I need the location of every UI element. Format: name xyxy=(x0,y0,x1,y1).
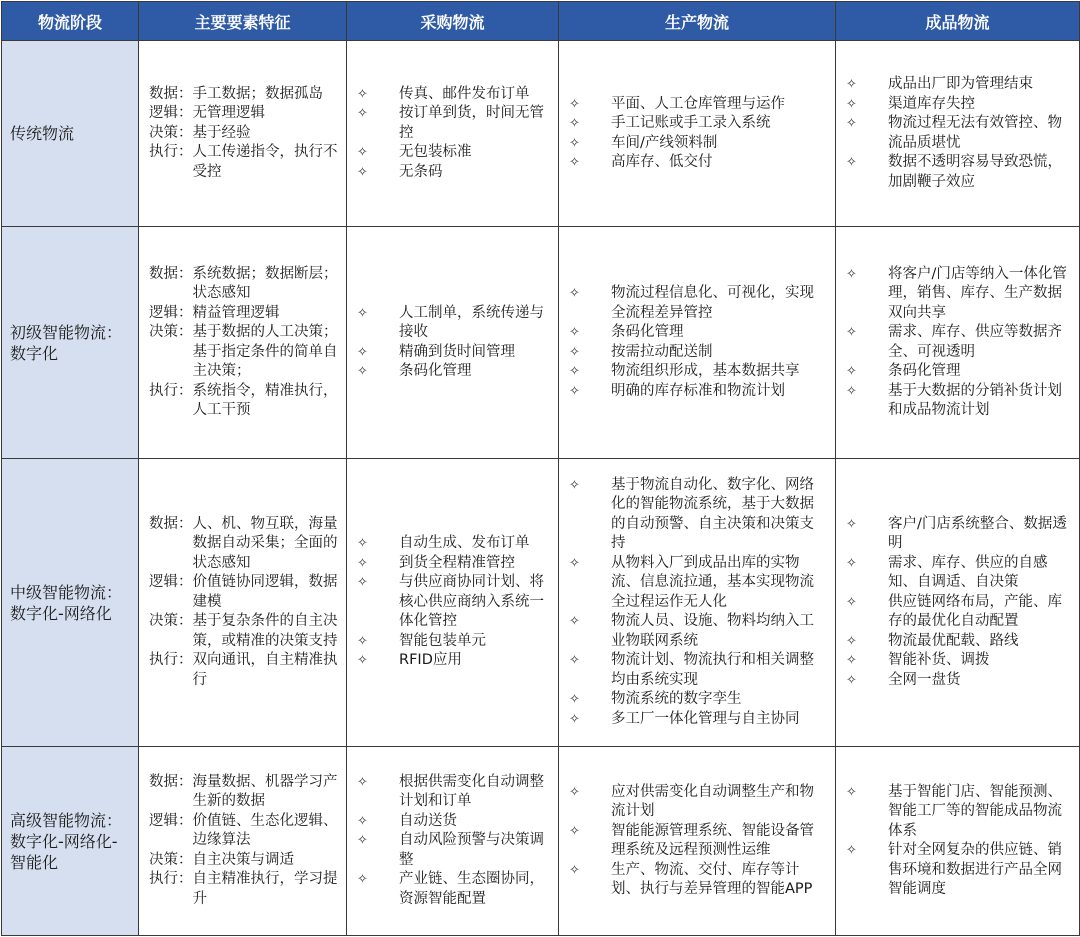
production-item xyxy=(569,114,827,134)
feature-value: 基于经验 xyxy=(192,124,251,141)
stage-name-line: 初级智能物流： xyxy=(10,322,123,342)
feature-value: 人、机、物互联，海量数据自动采集；全面的状态感知 xyxy=(192,515,338,571)
finished-item xyxy=(846,114,1071,153)
feature-key: 数据： xyxy=(149,85,193,102)
feature-value: 手工数据；数据孤岛 xyxy=(192,85,323,102)
bullet-icon: ✧ xyxy=(357,653,368,669)
feature-row xyxy=(149,515,340,574)
bullet-icon: ✧ xyxy=(569,862,580,878)
bullet-icon: ✧ xyxy=(846,843,857,858)
finished-item xyxy=(846,554,1071,593)
procurement-cell xyxy=(347,747,559,936)
stage-name-line: 高级智能物流： xyxy=(10,810,123,830)
procurement-item xyxy=(357,163,550,183)
header-procurement: 采购物流 xyxy=(347,2,559,41)
production-item-text: 明确的库存标准和物流计划 xyxy=(611,382,785,399)
feature-key: 数据： xyxy=(149,773,193,790)
procurement-cell xyxy=(347,227,559,459)
stage-name-line: 数字化 xyxy=(10,343,59,363)
bullet-icon: ✧ xyxy=(569,325,580,340)
finished-item-text: 供应链网络布局，产能、库存的最优化自动配置 xyxy=(888,593,1062,630)
production-item-text: 物流人员、设施、物料均纳入工业物联网系统 xyxy=(611,613,814,649)
production-item-text: 高库存、低交付 xyxy=(611,154,713,170)
finished-cell xyxy=(836,747,1080,936)
bullet-icon: ✧ xyxy=(569,286,580,301)
finished-item-text: 智能补货、调拨 xyxy=(888,652,990,669)
production-item xyxy=(569,822,827,861)
production-item xyxy=(569,783,827,822)
feature-key: 数据： xyxy=(149,515,193,532)
feature-value: 基于数据的人工决策；基于指定条件的简单自主决策； xyxy=(192,324,338,379)
feature-row xyxy=(149,304,340,324)
finished-list xyxy=(836,515,1079,691)
production-item-text: 物流组织形成，基本数据共享 xyxy=(611,363,800,379)
finished-item xyxy=(846,362,1071,382)
feature-key: 执行： xyxy=(149,652,193,669)
procurement-item xyxy=(357,534,550,554)
production-item-text: 应对供需变化自动调整生产和物流计划 xyxy=(611,783,814,819)
header-stage: 物流阶段 xyxy=(2,2,139,41)
features-cell xyxy=(139,459,347,747)
stage-name-line: 传统物流 xyxy=(10,124,75,143)
feature-value: 精益管理逻辑 xyxy=(192,304,280,321)
stage-name-cell xyxy=(2,747,139,936)
production-item-text: 从物料入厂到成品出库的实物流、信息流拉通，基本实现物流全过程运作无人化 xyxy=(611,554,814,610)
procurement-item-text: 人工制单，系统传递与接收 xyxy=(399,304,544,340)
finished-item xyxy=(846,783,1071,842)
feature-value: 海量数据、机器学习产生新的数据 xyxy=(192,773,338,810)
production-list xyxy=(559,476,835,730)
feature-value: 系统指令，精准执行，人工干预 xyxy=(192,382,338,418)
feature-value: 双向通讯，自主精准执行 xyxy=(192,652,338,688)
feature-row xyxy=(149,851,340,871)
procurement-list xyxy=(347,534,558,671)
procurement-item xyxy=(357,773,550,812)
logistics-stage-table xyxy=(1,1,1080,936)
procurement-item-text: 传真、邮件发布订单 xyxy=(399,85,530,102)
bullet-icon: ✧ xyxy=(846,784,857,800)
feature-key: 执行： xyxy=(149,144,193,161)
feature-row xyxy=(149,382,340,421)
bullet-icon: ✧ xyxy=(357,833,368,849)
header-row xyxy=(2,2,1080,41)
feature-row xyxy=(149,870,340,909)
finished-item xyxy=(846,323,1071,362)
bullet-icon: ✧ xyxy=(569,155,580,170)
feature-key: 逻辑： xyxy=(149,574,193,591)
finished-list xyxy=(836,783,1079,900)
procurement-cell xyxy=(347,459,559,747)
procurement-item-text: 与供应商协同计划、将核心供应商纳入系统一体化管控 xyxy=(399,574,544,630)
finished-item-text: 需求、库存、供应等数据齐全、可视透明 xyxy=(888,324,1062,360)
bullet-icon: ✧ xyxy=(846,653,857,669)
feature-key: 决策： xyxy=(149,613,193,630)
bullet-icon: ✧ xyxy=(569,692,580,708)
production-cell xyxy=(559,41,836,227)
procurement-item xyxy=(357,304,550,343)
bullet-icon: ✧ xyxy=(569,344,580,360)
production-item xyxy=(569,323,827,343)
finished-item xyxy=(846,95,1071,115)
stage-row xyxy=(2,227,1080,459)
production-item-text: 物流过程信息化、可视化，实现全流程差异管控 xyxy=(611,285,814,321)
procurement-list xyxy=(347,304,558,382)
finished-item xyxy=(846,153,1071,192)
feature-value: 基于复杂条件的自主决策，或精准的决策支持 xyxy=(192,613,338,649)
production-cell xyxy=(559,459,836,747)
bullet-icon: ✧ xyxy=(357,813,368,829)
feature-row xyxy=(149,773,340,812)
feature-value: 价值链协同逻辑，数据建模 xyxy=(192,574,338,610)
procurement-item xyxy=(357,651,550,671)
production-item xyxy=(569,651,827,690)
stage-name-cell xyxy=(2,41,139,227)
procurement-item-text: 自动送货 xyxy=(399,812,457,829)
bullet-icon: ✧ xyxy=(357,145,368,161)
procurement-item-text: 自动生成、发布订单 xyxy=(399,535,530,552)
feature-value: 无管理逻辑 xyxy=(192,105,265,122)
procurement-item xyxy=(357,554,550,574)
feature-row xyxy=(149,124,340,144)
procurement-item-text: 根据供需变化自动调整计划和订单 xyxy=(399,773,544,810)
finished-item-text: 数据不透明容易导致恐慌，加剧鞭子效应 xyxy=(888,154,1062,190)
procurement-item-text: 智能包装单元 xyxy=(399,632,486,649)
finished-item-text: 渠道库存失控 xyxy=(888,95,975,112)
procurement-item xyxy=(357,143,550,163)
finished-item-text: 客户/门店系统整合、数据透明 xyxy=(888,515,1067,552)
bullet-icon: ✧ xyxy=(846,672,857,688)
production-item-text: 智能能源管理系统、智能设备管理系统及远程预测性运维 xyxy=(611,822,814,858)
bullet-icon: ✧ xyxy=(846,116,857,131)
feature-value: 价值链、生态化逻辑、边缘算法 xyxy=(192,812,338,849)
production-item xyxy=(569,690,827,710)
procurement-item xyxy=(357,573,550,632)
finished-list xyxy=(836,75,1079,192)
stage-name-cell xyxy=(2,459,139,747)
finished-cell xyxy=(836,459,1080,747)
features-cell xyxy=(139,747,347,936)
procurement-list xyxy=(347,773,558,910)
finished-item xyxy=(846,632,1071,652)
production-item xyxy=(569,476,827,554)
features-cell xyxy=(139,41,347,227)
production-item-text: 手工记账或手工录入系统 xyxy=(611,115,771,131)
finished-item xyxy=(846,515,1071,554)
finished-item-text: 条码化管理 xyxy=(888,363,961,379)
bullet-icon: ✧ xyxy=(357,305,368,321)
finished-item-text: 将客户/门店等纳入一体化管理，销售、库存、生产数据双向共享 xyxy=(888,265,1067,321)
finished-item-text: 物流最优配载、路线 xyxy=(888,632,1019,649)
procurement-item-text: 无条码 xyxy=(399,163,443,180)
feature-key: 决策： xyxy=(149,124,193,141)
procurement-item xyxy=(357,632,550,652)
production-cell xyxy=(559,227,836,459)
procurement-item xyxy=(357,831,550,870)
production-item-text: 物流计划、物流执行和相关调整均由系统实现 xyxy=(611,652,814,688)
production-item xyxy=(569,710,827,730)
production-item xyxy=(569,612,827,651)
procurement-item-text: RFID应用 xyxy=(399,652,462,669)
bullet-icon: ✧ xyxy=(357,86,368,102)
feature-key: 逻辑： xyxy=(149,105,193,122)
finished-list xyxy=(836,265,1079,421)
procurement-item-text: 产业链、生态圈协同，资源智能配置 xyxy=(399,871,544,907)
stage-name-line: 数字化-网络化- xyxy=(10,831,118,851)
procurement-item xyxy=(357,812,550,832)
feature-key: 执行： xyxy=(149,871,193,888)
feature-row xyxy=(149,651,340,690)
features-list xyxy=(139,515,346,691)
finished-item xyxy=(846,75,1071,95)
production-item-text: 条码化管理 xyxy=(611,324,684,340)
bullet-icon: ✧ xyxy=(357,344,368,360)
header-production: 生产物流 xyxy=(559,2,836,41)
bullet-icon: ✧ xyxy=(357,633,368,649)
bullet-icon: ✧ xyxy=(357,872,368,888)
procurement-list xyxy=(347,85,558,183)
feature-key: 执行： xyxy=(149,382,193,399)
stage-row xyxy=(2,459,1080,747)
production-item xyxy=(569,861,827,900)
features-cell xyxy=(139,227,347,459)
feature-row xyxy=(149,612,340,651)
finished-item-text: 基于大数据的分销补货计划和成品物流计划 xyxy=(888,382,1062,418)
procurement-item xyxy=(357,343,550,363)
production-item-text: 车间/产线领料制 xyxy=(611,134,718,151)
feature-value: 自主精准执行，学习提升 xyxy=(192,871,338,907)
production-list xyxy=(559,783,835,900)
bullet-icon: ✧ xyxy=(357,774,368,790)
production-cell xyxy=(559,747,836,936)
production-item-text: 基于物流自动化、数字化、网络化的智能物流系统，基于大数据的自动预警、自主决策和决策支持 xyxy=(611,476,814,552)
bullet-icon: ✧ xyxy=(569,711,580,727)
finished-item xyxy=(846,671,1071,691)
stage-row xyxy=(2,747,1080,936)
feature-row xyxy=(149,265,340,304)
bullet-icon: ✧ xyxy=(846,383,857,399)
procurement-item xyxy=(357,85,550,105)
stage-name-line: 中级智能物流： xyxy=(10,582,123,602)
bullet-icon: ✧ xyxy=(569,823,580,839)
bullet-icon: ✧ xyxy=(569,653,580,669)
bullet-icon: ✧ xyxy=(357,555,368,571)
feature-row xyxy=(149,143,340,182)
stage-name-line: 智能化 xyxy=(10,852,59,872)
procurement-item-text: 自动风险预警与决策调整 xyxy=(399,832,544,868)
production-item-text: 物流系统的数字孪生 xyxy=(611,691,742,708)
production-item xyxy=(569,284,827,323)
bullet-icon: ✧ xyxy=(569,477,580,493)
feature-row xyxy=(149,573,340,612)
finished-item-text: 需求、库存、供应的自感知、自调适、自决策 xyxy=(888,554,1048,591)
bullet-icon: ✧ xyxy=(846,364,857,379)
feature-key: 逻辑： xyxy=(149,304,193,321)
feature-key: 数据： xyxy=(149,265,193,282)
feature-key: 逻辑： xyxy=(149,812,193,829)
finished-item-text: 成品出厂即为管理结束 xyxy=(888,76,1033,92)
production-item-text: 多工厂一体化管理与自主协同 xyxy=(611,710,800,727)
bullet-icon: ✧ xyxy=(357,164,368,180)
bullet-icon: ✧ xyxy=(569,614,580,630)
production-item xyxy=(569,95,827,115)
feature-value: 系统数据；数据断层；状态感知 xyxy=(192,265,338,301)
header-features: 主要要素特征 xyxy=(139,2,347,41)
finished-item xyxy=(846,382,1071,421)
bullet-icon: ✧ xyxy=(846,266,857,282)
features-list xyxy=(139,265,346,421)
finished-item xyxy=(846,651,1071,671)
bullet-icon: ✧ xyxy=(846,77,857,92)
bullet-icon: ✧ xyxy=(569,135,580,151)
procurement-cell xyxy=(347,41,559,227)
bullet-icon: ✧ xyxy=(569,784,580,800)
stage-row xyxy=(2,41,1080,227)
bullet-icon: ✧ xyxy=(569,364,580,379)
feature-row xyxy=(149,323,340,382)
production-item xyxy=(569,134,827,154)
bullet-icon: ✧ xyxy=(357,575,368,591)
bullet-icon: ✧ xyxy=(846,555,857,571)
bullet-icon: ✧ xyxy=(569,96,580,112)
production-item xyxy=(569,343,827,363)
production-item xyxy=(569,382,827,402)
finished-item xyxy=(846,841,1071,900)
bullet-icon: ✧ xyxy=(357,364,368,379)
procurement-item-text: 精确到货时间管理 xyxy=(399,343,515,360)
production-list xyxy=(559,95,835,173)
stage-name-line: 数字化-网络化 xyxy=(10,603,112,623)
feature-value: 人工传递指令，执行不受控 xyxy=(192,144,338,180)
procurement-item-text: 按订单到货，时间无管控 xyxy=(399,105,544,141)
bullet-icon: ✧ xyxy=(846,96,857,112)
production-list xyxy=(559,284,835,401)
production-item xyxy=(569,153,827,173)
production-item xyxy=(569,362,827,382)
bullet-icon: ✧ xyxy=(846,325,857,340)
procurement-item-text: 条码化管理 xyxy=(399,363,472,379)
production-item-text: 生产、物流、交付、库存等计划、执行与差异管理的智能APP xyxy=(611,861,813,897)
bullet-icon: ✧ xyxy=(569,383,580,399)
bullet-icon: ✧ xyxy=(846,633,857,649)
header-finished: 成品物流 xyxy=(836,2,1080,41)
bullet-icon: ✧ xyxy=(357,536,368,552)
finished-item-text: 基于智能门店、智能预测、智能工厂等的智能成品物流体系 xyxy=(888,783,1062,839)
bullet-icon: ✧ xyxy=(846,155,857,170)
production-item-text: 平面、人工仓库管理与运作 xyxy=(611,95,785,112)
procurement-item-text: 无包装标准 xyxy=(399,144,472,161)
bullet-icon: ✧ xyxy=(569,555,580,571)
procurement-item xyxy=(357,362,550,382)
procurement-item xyxy=(357,104,550,143)
feature-row xyxy=(149,85,340,105)
production-item xyxy=(569,554,827,613)
procurement-item-text: 到货全程精准管控 xyxy=(399,554,515,571)
finished-item xyxy=(846,593,1071,632)
production-item-text: 按需拉动配送制 xyxy=(611,343,713,360)
procurement-item xyxy=(357,870,550,909)
finished-cell xyxy=(836,41,1080,227)
features-list xyxy=(139,85,346,183)
feature-row xyxy=(149,104,340,124)
features-list xyxy=(139,773,346,910)
bullet-icon: ✧ xyxy=(846,594,857,610)
feature-key: 决策： xyxy=(149,851,193,868)
finished-item-text: 全网一盘货 xyxy=(888,671,961,688)
bullet-icon: ✧ xyxy=(357,106,368,122)
finished-cell xyxy=(836,227,1080,459)
finished-item xyxy=(846,265,1071,324)
finished-item-text: 物流过程无法有效管控、物流品质堪忧 xyxy=(888,115,1062,151)
feature-key: 决策： xyxy=(149,324,193,340)
stage-name-cell xyxy=(2,227,139,459)
feature-value: 自主决策与调适 xyxy=(192,851,294,868)
finished-item-text: 针对全网复杂的供应链、销售环境和数据进行产品全网智能调度 xyxy=(888,842,1062,897)
bullet-icon: ✧ xyxy=(846,516,857,532)
bullet-icon: ✧ xyxy=(569,116,580,131)
feature-row xyxy=(149,812,340,851)
